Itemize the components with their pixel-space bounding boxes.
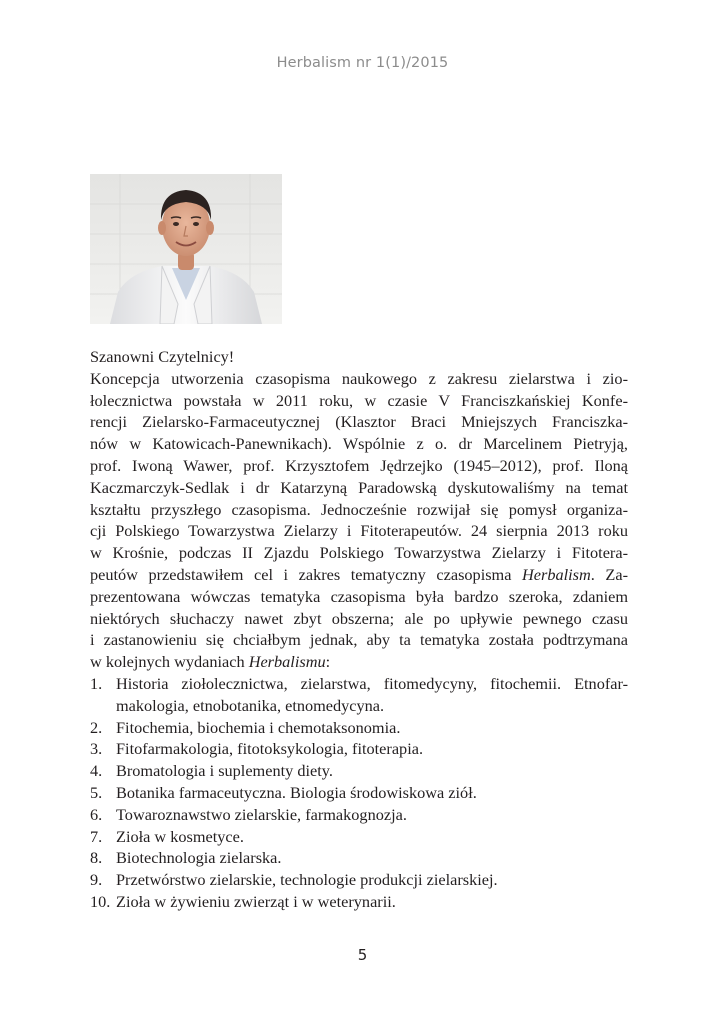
paragraph-line bbox=[90, 368, 628, 390]
paragraph-line bbox=[90, 629, 628, 651]
topic-text bbox=[116, 804, 628, 826]
text-segment: . Za- bbox=[590, 564, 628, 584]
topic-line: Towaroznawstwo zielarskie, farmakognozja. bbox=[116, 804, 407, 824]
topic-list-item bbox=[90, 804, 628, 826]
topic-line: Przetwórstwo zielarskie, technologie produkcji zielarskiej. bbox=[116, 870, 498, 890]
topic-list-item bbox=[90, 782, 628, 804]
journal-title-italic: Herbalismu bbox=[248, 652, 326, 672]
text-segment: łolecznictwa powstała w 2011 roku, w czasie V Franciszkańskiej Konfe- bbox=[90, 390, 628, 410]
topic-list-item bbox=[90, 717, 628, 739]
topic-line: Fitofarmakologia, fitotoksykologia, fitoterapia. bbox=[116, 739, 424, 759]
topic-line: Historia ziołolecznictwa, zielarstwa, fitomedycyny, fitochemii. Etnofar- bbox=[116, 673, 628, 693]
topic-number: 4. bbox=[90, 761, 103, 781]
paragraph-line bbox=[90, 455, 628, 477]
text-segment: cji Polskiego Towarzystwa Zielarzy i Fitoterapeutów. 24 sierpnia 2013 roku bbox=[90, 521, 628, 541]
text-segment: nów w Katowicach-Panewnikach). Wspólnie z o. dr Marcelinem Pietryją, bbox=[90, 434, 628, 454]
text-segment: niektórych słuchaczy nawet zbyt obszerna; ale po upływie pewnego czasu bbox=[90, 608, 628, 628]
text-segment: Kaczmarczyk-Sedlak i dr Katarzyną Paradowską dyskutowaliśmy na temat bbox=[90, 477, 628, 497]
topic-text bbox=[116, 782, 628, 804]
topic-list-item bbox=[90, 826, 628, 848]
page-number: 5 bbox=[357, 946, 368, 964]
text-segment: : bbox=[325, 652, 331, 672]
topic-list-item bbox=[90, 891, 628, 913]
topic-line: Zioła w kosmetyce. bbox=[116, 826, 244, 846]
topic-text bbox=[116, 869, 628, 891]
text-segment: rencji Zielarsko-Farmaceutycznej (Klasztor Braci Mniejszych Franciszka- bbox=[90, 412, 628, 432]
topic-list-item bbox=[90, 869, 628, 891]
text-segment: prezentowana wówczas tematyka czasopisma była bardzo szeroka, zdaniem bbox=[90, 586, 628, 606]
topic-text bbox=[116, 717, 628, 739]
topic-line: Biotechnologia zielarska. bbox=[116, 848, 282, 868]
topic-text bbox=[116, 673, 628, 717]
letter-paragraph bbox=[90, 368, 628, 673]
topic-text bbox=[116, 891, 628, 913]
text-segment: peutów przedstawiłem cel i zakres tematyczny czasopisma bbox=[90, 564, 523, 584]
topic-list-item bbox=[90, 847, 628, 869]
text-segment: i zastanowieniu się chciałbym jednak, aby ta tematyka została podtrzymana bbox=[90, 630, 628, 650]
topic-text bbox=[116, 847, 628, 869]
topic-line: Bromatologia i suplementy diety. bbox=[116, 761, 333, 781]
topic-list-item bbox=[90, 673, 628, 717]
topic-line: Fitochemia, biochemia i chemotaksonomia. bbox=[116, 717, 401, 737]
text-segment: Koncepcja utworzenia czasopisma naukowego z zakresu zielarstwa i zio- bbox=[90, 368, 628, 388]
paragraph-line bbox=[90, 477, 628, 499]
paragraph-line bbox=[90, 608, 628, 630]
topic-list-item bbox=[90, 760, 628, 782]
paragraph-line bbox=[90, 390, 628, 412]
topic-number: 6. bbox=[90, 804, 103, 824]
topic-number: 3. bbox=[90, 739, 103, 759]
paragraph-line bbox=[90, 499, 628, 521]
paragraph-line bbox=[90, 433, 628, 455]
letter-body bbox=[90, 346, 628, 913]
topic-line: makologia, etnobotanika, etnomedycyna. bbox=[116, 695, 385, 715]
topic-number: 10. bbox=[90, 891, 111, 911]
letter-greeting: Szanowni Czytelnicy! bbox=[90, 347, 235, 366]
text-segment: w Krośnie, podczas II Zjazdu Polskiego Towarzystwa Zielarzy i Fitotera- bbox=[90, 543, 628, 563]
text-segment: prof. Iwoną Wawer, prof. Krzysztofem Jędrzejko (1945–2012), prof. Iloną bbox=[90, 455, 628, 475]
topic-line: Zioła w żywieniu zwierząt i w weterynarii. bbox=[116, 891, 396, 911]
topic-line: Botanika farmaceutyczna. Biologia środowiskowa ziół. bbox=[116, 782, 477, 802]
topic-number: 2. bbox=[90, 717, 103, 737]
topic-number: 5. bbox=[90, 782, 103, 802]
paragraph-line bbox=[90, 520, 628, 542]
text-segment: kształtu przyszłego czasopisma. Jednocześnie rozwijał się pomysł organiza- bbox=[90, 499, 628, 519]
paragraph-line bbox=[90, 411, 628, 433]
paragraph-line bbox=[90, 542, 628, 564]
topic-number: 7. bbox=[90, 826, 103, 846]
journal-title-italic: Herbalism bbox=[522, 564, 591, 584]
topic-list bbox=[90, 673, 628, 913]
text-segment: w kolejnych wydaniach bbox=[90, 652, 249, 672]
topic-text bbox=[116, 826, 628, 848]
paragraph-line bbox=[90, 564, 628, 586]
paragraph-line bbox=[90, 651, 628, 673]
topic-text bbox=[116, 760, 628, 782]
topic-list-item bbox=[90, 738, 628, 760]
topic-number: 1. bbox=[90, 673, 103, 693]
portrait-illustration bbox=[90, 174, 282, 324]
topic-number: 9. bbox=[90, 870, 103, 890]
paragraph-line bbox=[90, 586, 628, 608]
topic-number: 8. bbox=[90, 848, 103, 868]
topic-text bbox=[116, 738, 628, 760]
author-portrait-photo bbox=[90, 174, 282, 324]
running-header: Herbalism nr 1(1)/2015 bbox=[276, 55, 449, 71]
